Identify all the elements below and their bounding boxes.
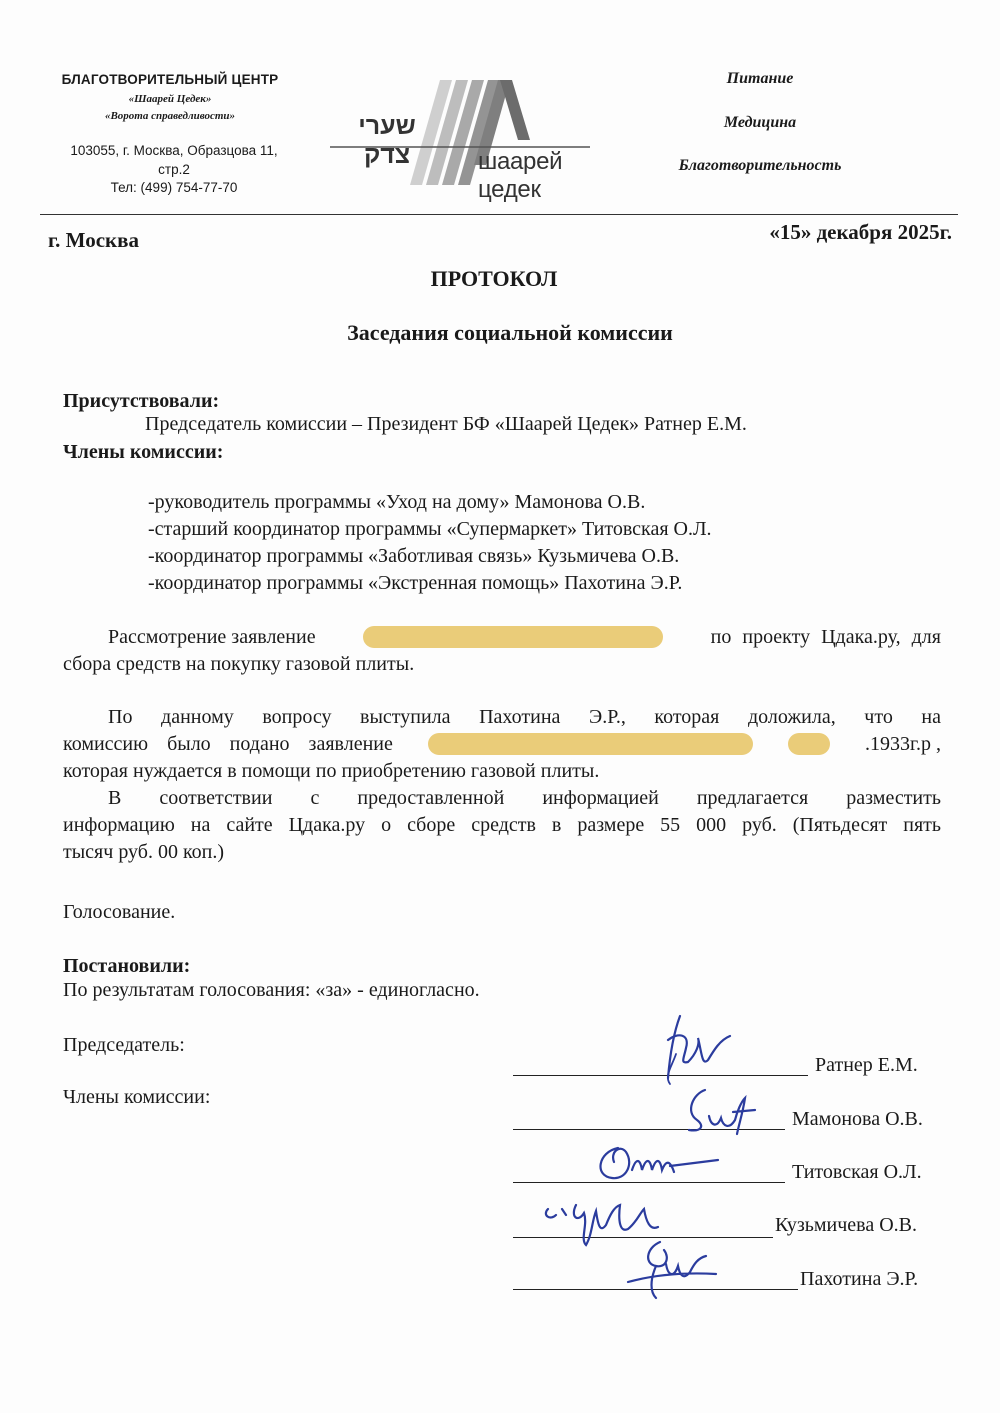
signatory-name-2: Мамонова О.В. — [792, 1108, 923, 1130]
date: «15» декабря 2025г. — [769, 220, 952, 244]
resolution-text: По результатам голосования: «за» - единогласно. — [63, 979, 480, 1001]
para2-line3: которая нуждается в помощи по приобретению газовой плиты. — [63, 760, 600, 782]
member-line-1: -руководитель программы «Уход на дому» Мамонова О.В. — [148, 491, 646, 513]
signatory-name-3: Титовская О.Л. — [792, 1161, 922, 1183]
redaction-mark — [428, 733, 753, 755]
org-name-line2: «Ворота справедливости» — [104, 110, 236, 122]
para2-before: комиссию было подано заявление — [63, 733, 393, 755]
chair-signature-label: Председатель: — [63, 1034, 185, 1056]
member-line-2: -старший координатор программы «Супермаркет» Титовская О.Л. — [148, 518, 712, 540]
phone-line: Тел: (499) 754-77-70 — [110, 180, 238, 195]
chair-line: Председатель комиссии – Президент БФ «Шаарей Цедек» Ратнер Е.М. — [145, 413, 747, 435]
para3-line1: В соответствии с предоставленной информацией предлагается разместить — [108, 787, 941, 809]
para2-line1: По данному вопросу выступила Пахотина Э.Р., которая доложила, что на — [108, 706, 941, 728]
logo — [330, 70, 620, 203]
para2-line2 — [63, 731, 941, 757]
address-line2: стр.2 — [158, 162, 190, 177]
para1-before: Рассмотрение заявление — [108, 626, 316, 648]
header-divider — [40, 214, 958, 215]
para3-line3: тысяч руб. 00 коп.) — [63, 841, 225, 863]
signatory-name-4: Кузьмичева О.В. — [775, 1214, 917, 1236]
members-signature-label: Члены комиссии: — [63, 1086, 211, 1108]
para3-line2: информацию на сайте Цдака.ру о сборе средств в размере 55 000 руб. (Пятьдесят пять — [63, 814, 941, 836]
present-label: Присутствовали: — [63, 390, 220, 412]
service-medicine: Медицина — [723, 114, 797, 131]
resolution-label: Постановили: — [63, 955, 191, 977]
org-name: БЛАГОТВОРИТЕЛЬНЫЙ ЦЕНТР — [61, 72, 279, 87]
para1-line2: сбора средств на покупку газовой плиты. — [63, 653, 415, 675]
service-nutrition: Питание — [726, 70, 794, 87]
para1-after: по проекту Цдака.ру, для — [710, 626, 941, 648]
doc-title: ПРОТОКОЛ — [430, 266, 558, 291]
member-line-4: -координатор программы «Экстренная помощь» Пахотина Э.Р. — [148, 572, 683, 594]
signature-ratner-icon — [640, 1010, 740, 1090]
signature-titovskaya-icon — [590, 1130, 730, 1190]
para1-line1 — [108, 624, 941, 650]
signatory-name-5: Пахотина Э.Р. — [800, 1268, 919, 1290]
redaction-mark — [363, 626, 663, 648]
service-charity: Благотворительность — [678, 157, 842, 174]
member-line-3: -координатор программы «Заботливая связь» Кузьмичева О.В. — [148, 545, 680, 567]
redaction-mark — [788, 733, 830, 755]
logo-russian-text: шаарей цедек — [478, 148, 563, 203]
logo-hebrew-text: שערי צדק — [358, 112, 416, 169]
signatory-name-1: Ратнер Е.М. — [815, 1054, 918, 1076]
signature-pakhotina-icon — [620, 1236, 730, 1302]
org-name-line1: «Шаарей Цедек» — [128, 93, 212, 105]
voting-label: Голосование. — [63, 901, 176, 923]
members-label: Члены комиссии: — [63, 441, 224, 463]
para2-after: .1933г.р , — [865, 733, 941, 755]
address-line1: 103055, г. Москва, Образцова 11, — [70, 143, 278, 158]
doc-subtitle: Заседания социальной комиссии — [347, 320, 673, 345]
city: г. Москва — [48, 228, 139, 252]
